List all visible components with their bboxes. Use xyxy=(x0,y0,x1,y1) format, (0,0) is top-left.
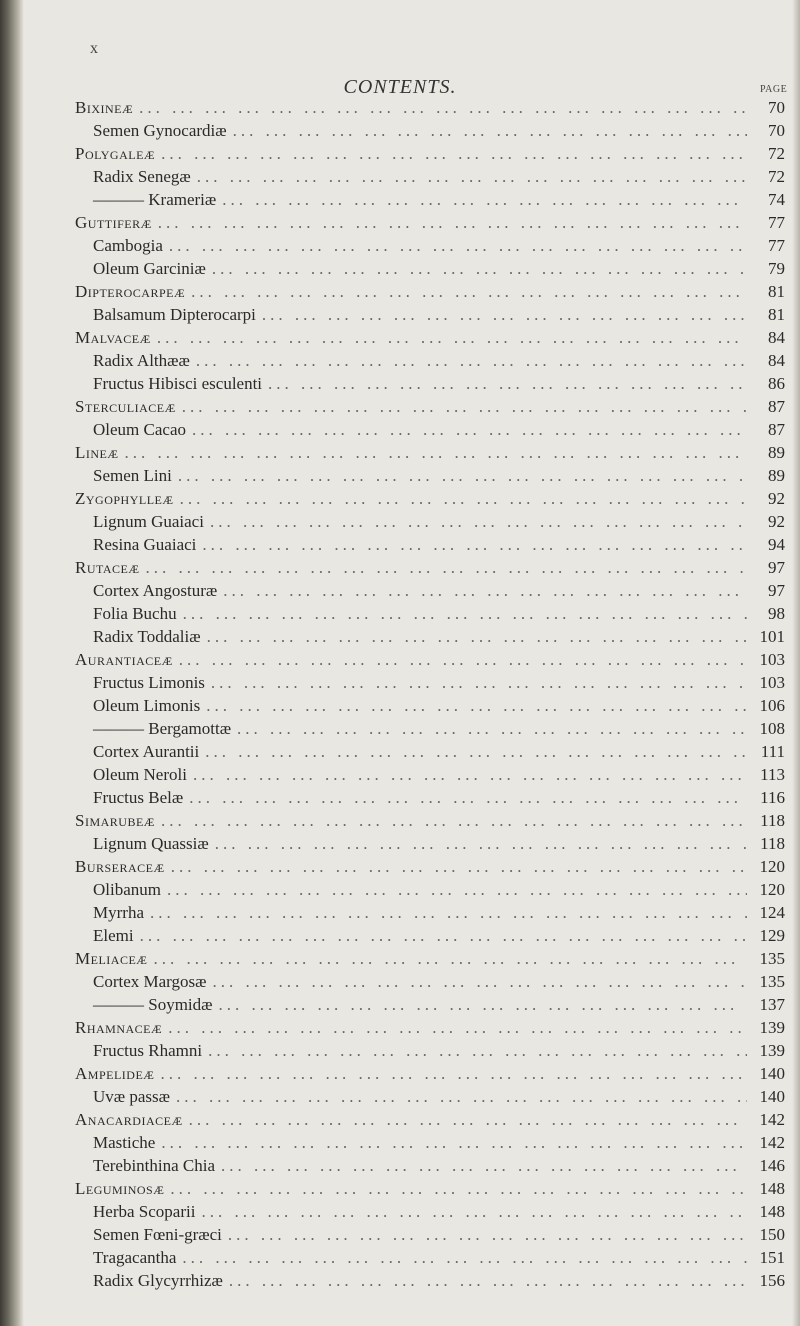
entry-page-number: 139 xyxy=(759,1041,785,1060)
leader-dots xyxy=(168,1016,747,1039)
toc-item-entry xyxy=(75,510,785,533)
entry-page-number: 89 xyxy=(768,443,785,462)
contents-list xyxy=(75,96,785,1292)
entry-page-number: 108 xyxy=(759,719,785,738)
entry-title: Balsamum Dipterocarpi xyxy=(93,305,256,324)
toc-family-entry xyxy=(75,556,785,579)
toc-item-entry xyxy=(75,1246,785,1269)
leader-dots xyxy=(211,671,747,694)
entry-title: Radix Toddaliæ xyxy=(93,627,201,646)
toc-item-entry xyxy=(75,878,785,901)
entry-title: Radix Glycyrrhizæ xyxy=(93,1271,223,1290)
toc-item-entry xyxy=(75,671,785,694)
leader-dots xyxy=(153,947,747,970)
entry-title: Radix Althææ xyxy=(93,351,190,370)
entry-page-number: 148 xyxy=(759,1202,785,1221)
entry-page-number: 156 xyxy=(759,1271,785,1290)
entry-page-number: 139 xyxy=(759,1018,785,1037)
entry-page-number: 79 xyxy=(768,259,785,278)
leader-dots xyxy=(237,717,747,740)
running-head: CONTENTS. xyxy=(343,76,457,98)
toc-family-entry xyxy=(75,487,785,510)
entry-title: Malvaceæ xyxy=(75,328,151,347)
entry-page-number: 135 xyxy=(759,972,785,991)
entry-page-number: 124 xyxy=(759,903,785,922)
toc-family-entry xyxy=(75,1016,785,1039)
entry-page-number: 113 xyxy=(760,765,785,784)
leader-dots xyxy=(161,142,747,165)
toc-item-entry xyxy=(75,763,785,786)
leader-dots xyxy=(210,510,747,533)
leader-dots xyxy=(212,257,747,280)
entry-title: Ampelideæ xyxy=(75,1064,155,1083)
entry-title: Guttiferæ xyxy=(75,213,152,232)
entry-title: Semen Gynocardiæ xyxy=(93,121,227,140)
leader-dots xyxy=(158,211,747,234)
entry-title: Myrrha xyxy=(93,903,144,922)
leader-dots xyxy=(206,694,747,717)
leader-dots xyxy=(201,1200,747,1223)
leader-dots xyxy=(183,602,747,625)
leader-dots xyxy=(213,970,748,993)
leader-dots xyxy=(160,1062,747,1085)
leader-dots xyxy=(171,855,747,878)
leader-dots xyxy=(178,464,747,487)
entry-title: Folia Buchu xyxy=(93,604,177,623)
entry-page-number: 74 xyxy=(768,190,785,209)
entry-title: Mastiche xyxy=(93,1133,156,1152)
leader-dots xyxy=(222,188,747,211)
entry-page-number: 87 xyxy=(768,420,785,439)
toc-item-entry xyxy=(75,1085,785,1108)
toc-item-entry xyxy=(75,970,785,993)
entry-page-number: 146 xyxy=(759,1156,785,1175)
leader-dots xyxy=(170,1177,747,1200)
toc-item-entry xyxy=(75,832,785,855)
toc-item-entry xyxy=(75,717,785,740)
entry-page-number: 120 xyxy=(759,857,785,876)
toc-family-entry xyxy=(75,142,785,165)
leader-dots xyxy=(139,96,747,119)
entry-page-number: 137 xyxy=(759,995,785,1014)
entry-title: Meliaceæ xyxy=(75,949,148,968)
entry-page-number: 98 xyxy=(768,604,785,623)
leader-dots xyxy=(262,303,747,326)
toc-item-entry xyxy=(75,257,785,280)
entry-page-number: 86 xyxy=(768,374,785,393)
entry-title: Fructus Limonis xyxy=(93,673,205,692)
entry-title: Fructus Hibisci esculenti xyxy=(93,374,263,393)
entry-title: Tragacantha xyxy=(93,1248,177,1267)
toc-item-entry xyxy=(75,924,785,947)
leader-dots xyxy=(229,1269,747,1292)
toc-family-entry xyxy=(75,395,785,418)
leader-dots xyxy=(192,418,747,441)
entry-page-number: 97 xyxy=(768,581,785,600)
leader-dots xyxy=(189,1108,747,1131)
entry-page-number: 118 xyxy=(760,811,785,830)
entry-title: Semen Lini xyxy=(93,466,172,485)
entry-page-number: 120 xyxy=(759,880,785,899)
toc-item-entry xyxy=(75,188,785,211)
entry-page-number: 92 xyxy=(768,489,785,508)
entry-title: Fructus Belæ xyxy=(93,788,184,807)
entry-title: Oleum Cacao xyxy=(93,420,186,439)
leader-dots xyxy=(161,809,747,832)
entry-page-number: 140 xyxy=(759,1064,785,1083)
entry-page-number: 142 xyxy=(759,1133,785,1152)
entry-title: Olibanum xyxy=(93,880,161,899)
leader-dots xyxy=(146,556,747,579)
entry-title: Radix Senegæ xyxy=(93,167,191,186)
toc-item-entry xyxy=(75,1154,785,1177)
toc-family-entry xyxy=(75,855,785,878)
entry-page-number: 129 xyxy=(759,926,785,945)
leader-dots xyxy=(221,1154,747,1177)
entry-page-number: 89 xyxy=(768,466,785,485)
toc-item-entry xyxy=(75,1131,785,1154)
leader-dots xyxy=(182,395,747,418)
leader-dots xyxy=(193,763,747,786)
toc-family-entry xyxy=(75,441,785,464)
toc-item-entry xyxy=(75,694,785,717)
leader-dots xyxy=(202,533,747,556)
entry-title: Semen Fœni-græci xyxy=(93,1225,222,1244)
entry-page-number: 103 xyxy=(759,650,785,669)
entry-title: Rutaceæ xyxy=(75,558,140,577)
page-edge-shadow xyxy=(792,0,800,1326)
entry-page-number: 103 xyxy=(759,673,785,692)
leader-dots xyxy=(205,740,747,763)
entry-page-number: 142 xyxy=(759,1110,785,1129)
entry-title: Lignum Quassiæ xyxy=(93,834,209,853)
entry-title: Resina Guaiaci xyxy=(93,535,197,554)
toc-item-entry xyxy=(75,579,785,602)
leader-dots xyxy=(233,119,747,142)
entry-page-number: 101 xyxy=(759,627,785,646)
page-column-label: PAGE xyxy=(760,84,788,95)
toc-item-entry xyxy=(75,1200,785,1223)
entry-page-number: 77 xyxy=(768,213,785,232)
leader-dots xyxy=(197,165,747,188)
entry-title: Simarubeæ xyxy=(75,811,155,830)
toc-item-entry xyxy=(75,165,785,188)
toc-item-entry xyxy=(75,602,785,625)
entry-title: Cortex Margosæ xyxy=(93,972,207,991)
toc-item-entry xyxy=(75,372,785,395)
entry-title: Cambogia xyxy=(93,236,163,255)
entry-title: Bixineæ xyxy=(75,98,134,117)
leader-dots xyxy=(157,326,747,349)
entry-title: Dipterocarpeæ xyxy=(75,282,186,301)
toc-item-entry xyxy=(75,625,785,648)
entry-page-number: 84 xyxy=(768,328,785,347)
leader-dots xyxy=(268,372,747,395)
entry-page-number: 70 xyxy=(768,121,785,140)
toc-item-entry xyxy=(75,1269,785,1292)
book-binding-edge xyxy=(0,0,24,1326)
toc-item-entry xyxy=(75,1223,785,1246)
toc-item-entry xyxy=(75,740,785,763)
toc-item-entry xyxy=(75,1039,785,1062)
entry-title: Uvæ passæ xyxy=(93,1087,170,1106)
entry-title: Fructus Rhamni xyxy=(93,1041,203,1060)
leader-dots xyxy=(179,648,747,671)
entry-page-number: 97 xyxy=(768,558,785,577)
entry-page-number: 70 xyxy=(768,98,785,117)
entry-page-number: 94 xyxy=(768,535,785,554)
entry-title: Cortex Aurantii xyxy=(93,742,200,761)
toc-family-entry xyxy=(75,1108,785,1131)
leader-dots xyxy=(196,349,747,372)
entry-title: Terebinthina Chia xyxy=(93,1156,216,1175)
entry-page-number: 151 xyxy=(759,1248,785,1267)
entry-page-number: 72 xyxy=(768,144,785,163)
entry-page-number: 81 xyxy=(768,282,785,301)
leader-dots xyxy=(228,1223,747,1246)
entry-title: Oleum Garciniæ xyxy=(93,259,206,278)
leader-dots xyxy=(182,1246,747,1269)
toc-item-entry xyxy=(75,303,785,326)
entry-title: Burseraceæ xyxy=(75,857,165,876)
toc-item-entry xyxy=(75,418,785,441)
entry-title: Aurantiaceæ xyxy=(75,650,173,669)
leader-dots xyxy=(223,579,747,602)
entry-title: Cortex Angosturæ xyxy=(93,581,218,600)
entry-page-number: 84 xyxy=(768,351,785,370)
entry-title: Lineæ xyxy=(75,443,119,462)
entry-page-number: 111 xyxy=(760,742,785,761)
entry-title: Polygaleæ xyxy=(75,144,156,163)
leader-dots xyxy=(150,901,747,924)
entry-page-number: 106 xyxy=(759,696,785,715)
leader-dots xyxy=(125,441,747,464)
toc-family-entry xyxy=(75,947,785,970)
entry-page-number: 148 xyxy=(759,1179,785,1198)
entry-title: Zygophylleæ xyxy=(75,489,174,508)
toc-item-entry xyxy=(75,901,785,924)
toc-item-entry xyxy=(75,464,785,487)
entry-title: Anacardiaceæ xyxy=(75,1110,183,1129)
leader-dots xyxy=(180,487,747,510)
entry-page-number: 140 xyxy=(759,1087,785,1106)
leader-dots xyxy=(215,832,747,855)
leader-dots xyxy=(169,234,747,257)
entry-page-number: 150 xyxy=(759,1225,785,1244)
leader-dots xyxy=(161,1131,747,1154)
leader-dots xyxy=(140,924,747,947)
entry-title: Lignum Guaiaci xyxy=(93,512,204,531)
entry-title: Oleum Limonis xyxy=(93,696,201,715)
toc-family-entry xyxy=(75,326,785,349)
entry-page-number: 92 xyxy=(768,512,785,531)
toc-item-entry xyxy=(75,533,785,556)
leader-dots xyxy=(207,625,747,648)
entry-title: Elemi xyxy=(93,926,134,945)
leader-dots xyxy=(191,280,747,303)
toc-family-entry xyxy=(75,809,785,832)
entry-title: Herba Scoparii xyxy=(93,1202,196,1221)
entry-page-number: 135 xyxy=(759,949,785,968)
entry-title: Sterculiaceæ xyxy=(75,397,176,416)
leader-dots xyxy=(176,1085,747,1108)
entry-page-number: 118 xyxy=(760,834,785,853)
entry-page-number: 72 xyxy=(768,167,785,186)
toc-family-entry xyxy=(75,211,785,234)
entry-title: ——— Krameriæ xyxy=(93,190,217,209)
toc-item-entry xyxy=(75,786,785,809)
leader-dots xyxy=(189,786,747,809)
entry-title: Oleum Neroli xyxy=(93,765,187,784)
leader-dots xyxy=(208,1039,747,1062)
toc-family-entry xyxy=(75,648,785,671)
entry-title: Leguminosæ xyxy=(75,1179,165,1198)
entry-title: ——— Soymidæ xyxy=(93,995,213,1014)
entry-title: ——— Bergamottæ xyxy=(93,719,232,738)
entry-page-number: 87 xyxy=(768,397,785,416)
leader-dots xyxy=(219,993,748,1016)
toc-family-entry xyxy=(75,280,785,303)
entry-title: Rhamnaceæ xyxy=(75,1018,163,1037)
entry-page-number: 77 xyxy=(768,236,785,255)
toc-item-entry xyxy=(75,993,785,1016)
leader-dots xyxy=(167,878,747,901)
page-number: x xyxy=(90,40,98,57)
toc-family-entry xyxy=(75,1177,785,1200)
toc-family-entry xyxy=(75,1062,785,1085)
entry-page-number: 116 xyxy=(760,788,785,807)
entry-page-number: 81 xyxy=(768,305,785,324)
toc-item-entry xyxy=(75,119,785,142)
toc-item-entry xyxy=(75,349,785,372)
toc-item-entry xyxy=(75,234,785,257)
toc-family-entry xyxy=(75,96,785,119)
